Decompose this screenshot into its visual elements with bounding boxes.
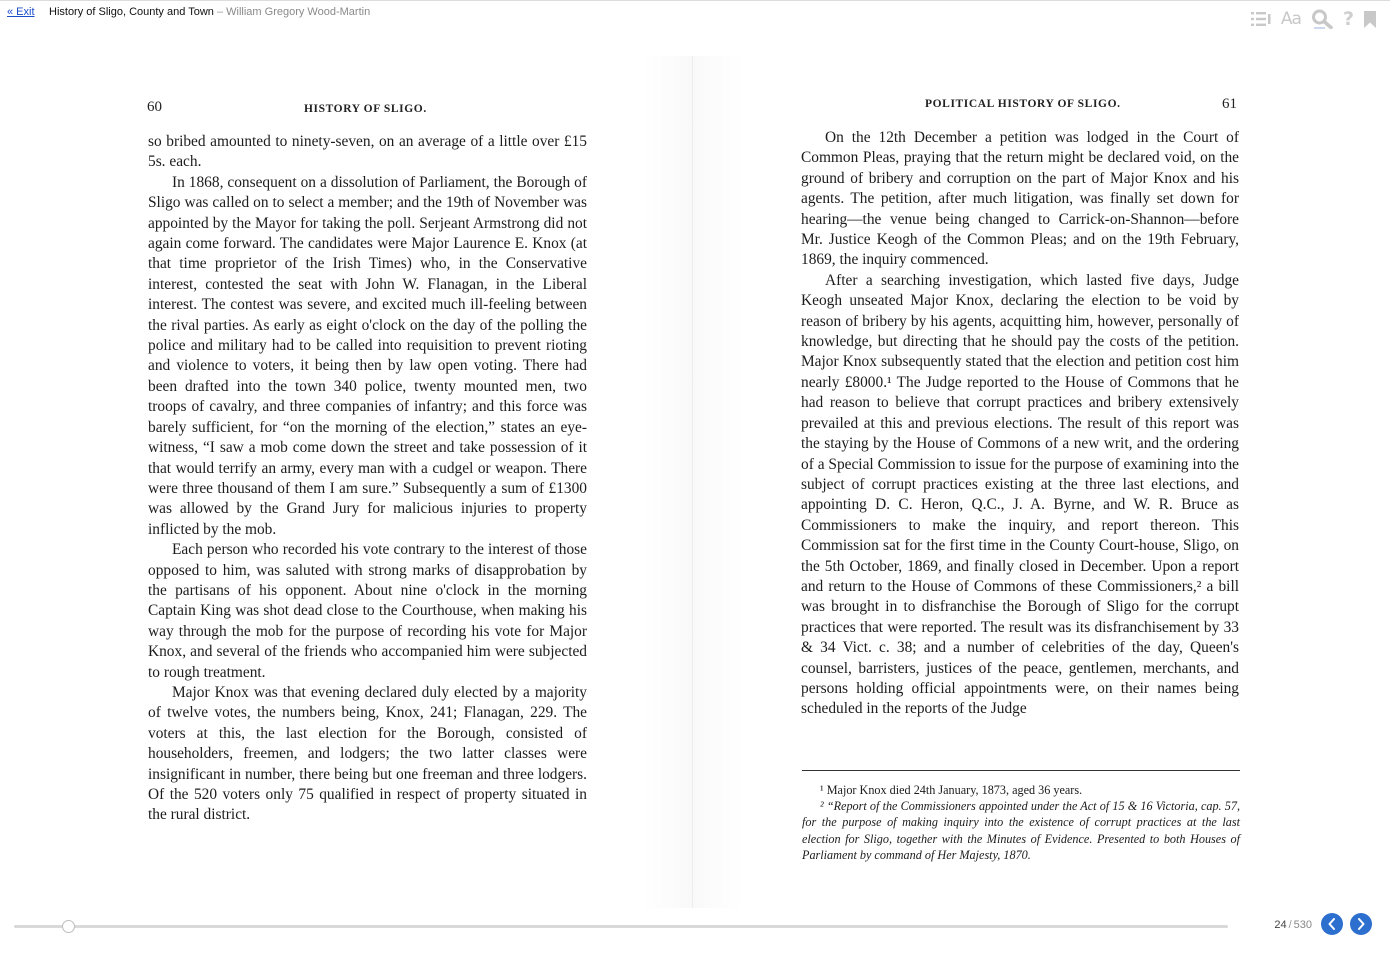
book-title-bar [49, 6, 370, 18]
footnote: ² “Report of the Commissioners appointed under the Act of 15 & 16 Victoria, cap. 57, for the purpose of making inquiry into the existence of corrupt practices at the last election for Sligo, together with the Minutes of Evidence. Presented to both Houses of Parliament by command of Her Majesty, 1870. [802, 799, 1240, 862]
left-page-number: 60 [147, 99, 162, 115]
paragraph: so bribed amounted to ninety-seven, on an average of a little over £15 5s. each. [148, 133, 587, 171]
left-running-head: HISTORY OF SLIGO. [304, 103, 427, 115]
paragraph: On the 12th December a petition was lodged in the Court of Common Pleas, praying that the return might be declared void, on the ground of bribery and corruption on the part of Major Knox and his agents. The petition, after much litigation, was finally set down for hearing—the venue being changed to Carrick-on-Shannon—before Mr. Justice Keogh of the Common Pleas; and on the 19th February, 1869, the inquiry commenced. [801, 129, 1239, 269]
current-page: 24 [1274, 919, 1287, 931]
left-page[interactable] [0, 36, 693, 908]
right-page-text [801, 128, 1239, 720]
previous-page-button[interactable] [1321, 913, 1343, 935]
page-counter [1262, 919, 1312, 931]
book-author: William Gregory Wood-Martin [226, 6, 371, 18]
next-page-button[interactable] [1350, 913, 1372, 935]
page-slider-track[interactable] [14, 925, 1228, 928]
right-page[interactable] [694, 36, 1390, 908]
right-running-head: POLITICAL HISTORY OF SLIGO. [925, 98, 1121, 110]
font-size-icon[interactable]: Aa [1280, 9, 1301, 29]
total-pages: 530 [1293, 919, 1312, 931]
paragraph: In 1868, consequent on a dissolution of Parliament, the Borough of Sligo was called on to select a member; and the 19th of November was appointed by the Mayor for taking the poll. Serjeant Armstrong did not again come forward. The candidates were Major Laurence E. Knox (at that time proprietor of the Irish Times) who, in the Conservative interest, contested the seat with John W. Flanagan, in the Liberal interest. The contest was severe, and excited much ill-feeling between the rival parties. As early as eight o'clock on the day of the polling the police and military had to be called into requisition to prevent rioting and violence to voters, it being then by law open voting. There had been drafted into the town 340 police, twenty mounted men, two troops of cavalry, and three companies of infantry; and this force was barely sufficient, for “on the morning of the election,” states an eye-witness, “I saw a mob come down the street and take possession of it that would terrify an army, every man with a cudgel or weapon. There were three thousand of them I am sure.” Subsequently a sum of £1300 was allowed by the Grand Jury for malicious injuries to property inflicted by the mob. [148, 173, 587, 538]
left-page-text [148, 132, 587, 826]
book-title: History of Sligo, County and Town [49, 6, 214, 18]
footnote: ¹ Major Knox died 24th January, 1873, aged 36 years. [820, 783, 1083, 797]
contents-icon[interactable] [1251, 9, 1271, 29]
right-page-number: 61 [1222, 96, 1237, 112]
top-bar [0, 0, 1390, 30]
page-separator: / [1288, 919, 1292, 931]
search-icon[interactable] [1311, 9, 1333, 29]
toolbar [1251, 9, 1376, 29]
page-slider-thumb[interactable] [62, 920, 75, 933]
footnotes [802, 782, 1240, 863]
title-separator: – [216, 6, 224, 18]
paragraph: Each person who recorded his vote contrary to the interest of those opposed to him, was saluted with strong marks of disapprobation by the partisans of his opponent. About nine o'clock in the morning Captain King was shot dead close to the Courthouse, when making his way through the mob for the purpose of recording his vote for Major Knox, and several of the friends who accompanied him were subjected to rough treatment. [148, 541, 587, 681]
chevron-right-icon [1356, 918, 1366, 930]
exit-link[interactable]: « Exit [7, 6, 35, 18]
chevron-left-icon [1327, 918, 1337, 930]
bookmark-icon[interactable] [1364, 9, 1376, 29]
footnote-rule [802, 770, 1240, 771]
paragraph: Major Knox was that evening declared duly elected by a majority of twelve votes, the numbers being, Knox, 241; Flanagan, 229. The voters at this, the last election for the Borough, consisted of householders, freemen, and lodgers; the two latter classes were insignificant in number, there being but one freeman and three lodgers. Of the 520 voters only 75 qualified in respect of property situated in the rural district. [148, 683, 587, 824]
paragraph: After a searching investigation, which lasted five days, Judge Keogh unseated Major Knox, declaring the election to be void by reason of bribery by his agents, acquitting him, however, personally of knowledge, but directing that he should pay the costs of the petition. Major Knox subsequently stated that the election and petition cost him nearly £8000.¹ The Judge reported to the House of Commons that he had reason to believe that corrupt practices and bribery extensively prevailed at this and previous elections. The result of this report was the staying by the House of Commons of a new writ, and the ordering of a Special Commission to issue for the purpose of examining into the subject of corrupt practices existing at the three last elections, and appointing D. C. Heron, Q.C., J. A. Byrne, and W. R. Bruce as Commissioners to make the inquiry, and report thereon. This Commission sat for the first time in the County Court-house, Sligo, on the 5th October, 1869, and finally closed in December. Upon a report and return to the House of Commons of these Commissioners,² a bill was brought in to disfranchise the Borough of Sligo for the corrupt practices that were reported. The result was its disfranchisement by 33 & 34 Vict. c. 38; and a number of celebrities of the day, Queen's counsel, barristers, justices of the peace, gentlemen, merchants, and persons holding official appointments were, on their names being scheduled in the reports of the Judge [801, 271, 1239, 718]
help-icon[interactable]: ? [1342, 8, 1354, 30]
